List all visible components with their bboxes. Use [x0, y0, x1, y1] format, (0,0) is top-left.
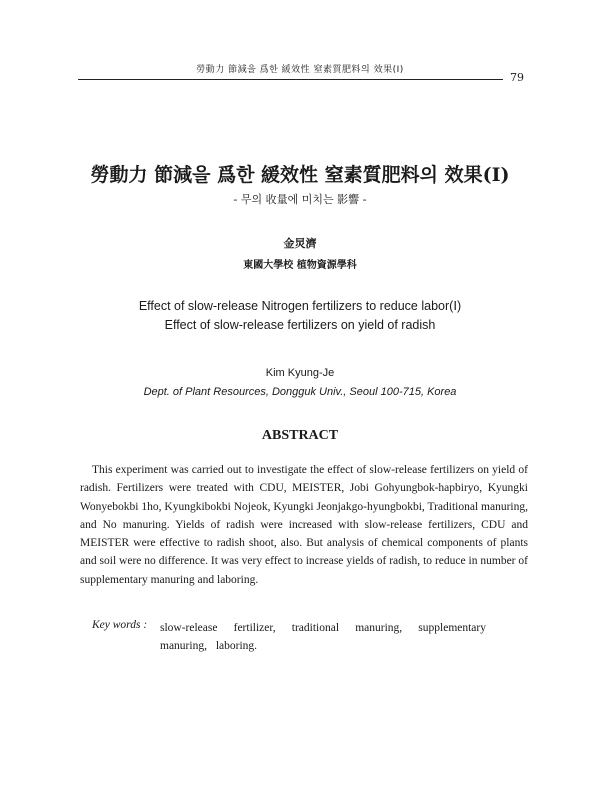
- author-korean: 金炅濟: [283, 237, 317, 250]
- page-number: 79: [510, 71, 524, 84]
- english-title-line1: Effect of slow-release Nitrogen fertilizers to reduce labor(Ⅰ): [138, 299, 462, 313]
- korean-title: 勞動力 節減을 爲한 緩效性 窒素質肥料의 效果(Ⅰ): [90, 164, 510, 186]
- author-english: Kim Kyung-Je: [265, 367, 335, 379]
- affiliation-english: Dept. of Plant Resources, Dongguk Univ., Seoul 100-715, Korea: [143, 386, 457, 398]
- abstract-heading: ABSTRACT: [261, 428, 339, 443]
- abstract-body: This experiment was carried out to investigate the effect of slow-release fertilizers on yield of radish. Fertilizers were treated with CDU, MEISTER, Jobi Gohyungbok-hapbiryo, Kyungki Wonyebokbi 1ho, Kyungkibokbi Nojeok, Kyungki Jeonjakgo-hyungbokbi, Traditional manuring, and No manuring. Yields of radish were increased with slow-release fertilizers, CDU and MEISTER were effective to radish shoot, also. But analysis of chemical components of plants and soil were no difference. It was very effect to increase yields of radish, to reduce in number of supplementary manuring and laboring.: [80, 464, 528, 586]
- english-title-line2: Effect of slow-release fertilizers on yield of radish: [164, 318, 436, 332]
- keywords-label: Key words :: [92, 619, 148, 631]
- affiliation-korean: 東國大學校 植物資源學科: [243, 260, 357, 271]
- running-head: 勞動力 節減을 爲한 緩效性 窒素質肥料의 效果(Ⅰ): [196, 65, 404, 75]
- korean-subtitle: - 무의 收量에 미치는 影響 -: [233, 193, 367, 206]
- header-rule: [78, 79, 503, 80]
- keywords-text: slow-release fertilizer, traditional manuring, supplementary manuring, laboring.: [160, 622, 486, 653]
